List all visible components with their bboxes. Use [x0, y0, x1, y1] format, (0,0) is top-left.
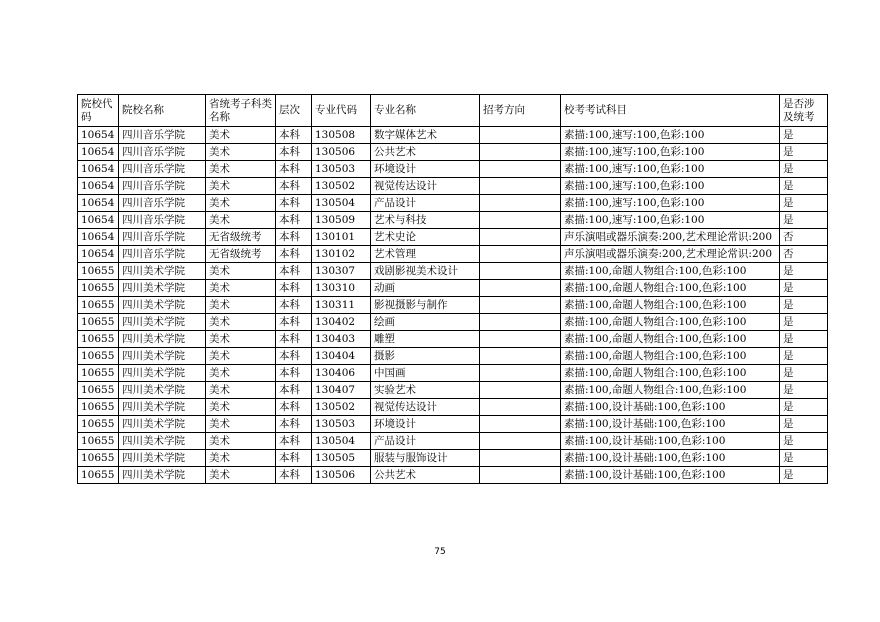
- cell-subcategory: 美术: [206, 127, 276, 144]
- cell-school-name: 四川美术学院: [119, 467, 206, 484]
- table-row: [78, 280, 828, 297]
- header-direction: 招考方向: [480, 95, 561, 127]
- cell-direction: [480, 127, 561, 144]
- cell-direction: [480, 382, 561, 399]
- cell-unified-exam: 是: [780, 144, 828, 161]
- cell-subcategory: 美术: [206, 433, 276, 450]
- cell-unified-exam: 是: [780, 212, 828, 229]
- cell-subcategory: 美术: [206, 297, 276, 314]
- cell-major-name: 实验艺术: [371, 382, 480, 399]
- cell-major-code: 130403: [312, 331, 371, 348]
- cell-exam-subjects: 素描:100,命题人物组合:100,色彩:100: [561, 365, 780, 382]
- cell-unified-exam: 是: [780, 382, 828, 399]
- cell-school-name: 四川美术学院: [119, 297, 206, 314]
- cell-direction: [480, 246, 561, 263]
- cell-school-name: 四川音乐学院: [119, 161, 206, 178]
- cell-major-name: 公共艺术: [371, 467, 480, 484]
- table-row: [78, 297, 828, 314]
- cell-exam-subjects: 素描:100,设计基础:100,色彩:100: [561, 399, 780, 416]
- cell-unified-exam: 是: [780, 450, 828, 467]
- cell-direction: [480, 314, 561, 331]
- table-row: [78, 246, 828, 263]
- cell-major-name: 动画: [371, 280, 480, 297]
- cell-school-code: 10655: [78, 467, 119, 484]
- cell-school-code: 10655: [78, 399, 119, 416]
- cell-major-code: 130503: [312, 416, 371, 433]
- cell-school-code: 10655: [78, 297, 119, 314]
- cell-direction: [480, 467, 561, 484]
- cell-level: 本科: [276, 331, 312, 348]
- cell-major-name: 产品设计: [371, 433, 480, 450]
- cell-major-name: 艺术管理: [371, 246, 480, 263]
- cell-major-code: 130506: [312, 467, 371, 484]
- cell-school-name: 四川音乐学院: [119, 127, 206, 144]
- cell-direction: [480, 399, 561, 416]
- cell-major-code: 130102: [312, 246, 371, 263]
- cell-major-name: 环境设计: [371, 416, 480, 433]
- cell-school-code: 10655: [78, 280, 119, 297]
- cell-unified-exam: 是: [780, 416, 828, 433]
- cell-unified-exam: 是: [780, 195, 828, 212]
- cell-subcategory: 美术: [206, 331, 276, 348]
- cell-level: 本科: [276, 212, 312, 229]
- cell-unified-exam: 是: [780, 280, 828, 297]
- cell-school-code: 10655: [78, 450, 119, 467]
- cell-major-name: 服装与服饰设计: [371, 450, 480, 467]
- cell-school-code: 10654: [78, 178, 119, 195]
- cell-level: 本科: [276, 280, 312, 297]
- cell-direction: [480, 433, 561, 450]
- cell-exam-subjects: 素描:100,设计基础:100,色彩:100: [561, 450, 780, 467]
- cell-subcategory: 美术: [206, 382, 276, 399]
- cell-major-name: 戏剧影视美术设计: [371, 263, 480, 280]
- cell-school-name: 四川美术学院: [119, 280, 206, 297]
- cell-school-name: 四川美术学院: [119, 382, 206, 399]
- cell-exam-subjects: 素描:100,命题人物组合:100,色彩:100: [561, 348, 780, 365]
- cell-exam-subjects: 素描:100,命题人物组合:100,色彩:100: [561, 382, 780, 399]
- cell-unified-exam: 是: [780, 297, 828, 314]
- cell-direction: [480, 263, 561, 280]
- cell-unified-exam: 否: [780, 246, 828, 263]
- cell-level: 本科: [276, 433, 312, 450]
- cell-subcategory: 美术: [206, 467, 276, 484]
- cell-major-code: 130505: [312, 450, 371, 467]
- cell-major-name: 摄影: [371, 348, 480, 365]
- cell-school-name: 四川音乐学院: [119, 246, 206, 263]
- cell-subcategory: 美术: [206, 212, 276, 229]
- header-subcategory: 省统考子科类名称: [206, 95, 276, 127]
- cell-subcategory: 美术: [206, 178, 276, 195]
- cell-direction: [480, 450, 561, 467]
- cell-subcategory: 美术: [206, 416, 276, 433]
- table-row: [78, 416, 828, 433]
- cell-school-code: 10654: [78, 161, 119, 178]
- cell-exam-subjects: 素描:100,速写:100,色彩:100: [561, 144, 780, 161]
- table-row: [78, 178, 828, 195]
- cell-school-name: 四川美术学院: [119, 331, 206, 348]
- cell-major-name: 环境设计: [371, 161, 480, 178]
- cell-exam-subjects: 素描:100,设计基础:100,色彩:100: [561, 416, 780, 433]
- cell-exam-subjects: 素描:100,速写:100,色彩:100: [561, 178, 780, 195]
- cell-school-name: 四川美术学院: [119, 450, 206, 467]
- cell-subcategory: 美术: [206, 280, 276, 297]
- cell-subcategory: 无省级统考: [206, 246, 276, 263]
- cell-direction: [480, 195, 561, 212]
- cell-school-name: 四川美术学院: [119, 263, 206, 280]
- cell-level: 本科: [276, 195, 312, 212]
- header-exam-subjects: 校考考试科目: [561, 95, 780, 127]
- cell-unified-exam: 是: [780, 263, 828, 280]
- cell-direction: [480, 331, 561, 348]
- cell-unified-exam: 是: [780, 433, 828, 450]
- table-row: [78, 450, 828, 467]
- table-row: [78, 127, 828, 144]
- cell-major-code: 130307: [312, 263, 371, 280]
- table-row: [78, 144, 828, 161]
- cell-school-name: 四川音乐学院: [119, 178, 206, 195]
- table-row: [78, 365, 828, 382]
- cell-major-name: 影视摄影与制作: [371, 297, 480, 314]
- cell-direction: [480, 365, 561, 382]
- cell-unified-exam: 是: [780, 399, 828, 416]
- table-row: [78, 229, 828, 246]
- cell-school-code: 10655: [78, 331, 119, 348]
- cell-major-code: 130504: [312, 433, 371, 450]
- cell-exam-subjects: 素描:100,设计基础:100,色彩:100: [561, 467, 780, 484]
- cell-direction: [480, 297, 561, 314]
- header-unified-exam: 是否涉及统考: [780, 95, 828, 127]
- cell-school-name: 四川音乐学院: [119, 212, 206, 229]
- cell-school-code: 10655: [78, 365, 119, 382]
- cell-school-code: 10655: [78, 348, 119, 365]
- table-row: [78, 212, 828, 229]
- cell-major-name: 数字媒体艺术: [371, 127, 480, 144]
- table-row: [78, 348, 828, 365]
- cell-exam-subjects: 素描:100,速写:100,色彩:100: [561, 212, 780, 229]
- cell-exam-subjects: 素描:100,设计基础:100,色彩:100: [561, 433, 780, 450]
- table-row: [78, 399, 828, 416]
- cell-level: 本科: [276, 365, 312, 382]
- cell-level: 本科: [276, 263, 312, 280]
- cell-major-code: 130406: [312, 365, 371, 382]
- cell-major-code: 130407: [312, 382, 371, 399]
- cell-direction: [480, 348, 561, 365]
- cell-exam-subjects: 素描:100,命题人物组合:100,色彩:100: [561, 331, 780, 348]
- cell-school-name: 四川美术学院: [119, 314, 206, 331]
- cell-level: 本科: [276, 382, 312, 399]
- cell-direction: [480, 144, 561, 161]
- cell-major-name: 公共艺术: [371, 144, 480, 161]
- cell-subcategory: 美术: [206, 348, 276, 365]
- cell-direction: [480, 178, 561, 195]
- cell-major-name: 视觉传达设计: [371, 178, 480, 195]
- cell-major-code: 130508: [312, 127, 371, 144]
- cell-level: 本科: [276, 348, 312, 365]
- cell-unified-exam: 是: [780, 127, 828, 144]
- cell-major-name: 产品设计: [371, 195, 480, 212]
- cell-major-code: 130402: [312, 314, 371, 331]
- cell-unified-exam: 是: [780, 467, 828, 484]
- cell-subcategory: 无省级统考: [206, 229, 276, 246]
- cell-subcategory: 美术: [206, 263, 276, 280]
- table-row: [78, 433, 828, 450]
- table-row: [78, 382, 828, 399]
- cell-exam-subjects: 素描:100,命题人物组合:100,色彩:100: [561, 280, 780, 297]
- cell-school-code: 10654: [78, 246, 119, 263]
- table-row: [78, 467, 828, 484]
- cell-exam-subjects: 素描:100,速写:100,色彩:100: [561, 195, 780, 212]
- cell-exam-subjects: 声乐演唱或器乐演奏:200,艺术理论常识:200: [561, 246, 780, 263]
- cell-direction: [480, 161, 561, 178]
- cell-major-name: 中国画: [371, 365, 480, 382]
- cell-level: 本科: [276, 246, 312, 263]
- cell-level: 本科: [276, 178, 312, 195]
- cell-major-code: 130504: [312, 195, 371, 212]
- cell-unified-exam: 是: [780, 161, 828, 178]
- cell-exam-subjects: 素描:100,速写:100,色彩:100: [561, 161, 780, 178]
- table-row: [78, 314, 828, 331]
- cell-major-code: 130502: [312, 178, 371, 195]
- cell-direction: [480, 212, 561, 229]
- table-row: [78, 331, 828, 348]
- cell-level: 本科: [276, 416, 312, 433]
- cell-major-code: 130502: [312, 399, 371, 416]
- cell-subcategory: 美术: [206, 195, 276, 212]
- cell-major-code: 130404: [312, 348, 371, 365]
- admissions-table: [77, 94, 828, 484]
- cell-major-code: 130506: [312, 144, 371, 161]
- cell-major-code: 130101: [312, 229, 371, 246]
- cell-direction: [480, 229, 561, 246]
- cell-school-code: 10655: [78, 263, 119, 280]
- cell-school-name: 四川音乐学院: [119, 144, 206, 161]
- cell-major-code: 130310: [312, 280, 371, 297]
- cell-school-name: 四川美术学院: [119, 399, 206, 416]
- cell-exam-subjects: 素描:100,命题人物组合:100,色彩:100: [561, 263, 780, 280]
- cell-school-code: 10655: [78, 382, 119, 399]
- cell-school-name: 四川美术学院: [119, 416, 206, 433]
- cell-school-name: 四川美术学院: [119, 433, 206, 450]
- cell-school-code: 10654: [78, 195, 119, 212]
- cell-major-name: 雕塑: [371, 331, 480, 348]
- cell-school-name: 四川美术学院: [119, 365, 206, 382]
- cell-unified-exam: 是: [780, 365, 828, 382]
- cell-direction: [480, 280, 561, 297]
- cell-level: 本科: [276, 161, 312, 178]
- header-level: 层次: [276, 95, 312, 127]
- cell-school-code: 10655: [78, 433, 119, 450]
- table-row: [78, 161, 828, 178]
- cell-exam-subjects: 素描:100,命题人物组合:100,色彩:100: [561, 297, 780, 314]
- cell-major-name: 艺术史论: [371, 229, 480, 246]
- table-body: [78, 127, 828, 484]
- cell-subcategory: 美术: [206, 399, 276, 416]
- cell-subcategory: 美术: [206, 314, 276, 331]
- cell-level: 本科: [276, 467, 312, 484]
- table-header-row: [78, 95, 828, 127]
- cell-exam-subjects: 声乐演唱或器乐演奏:200,艺术理论常识:200: [561, 229, 780, 246]
- header-school-name: 院校名称: [119, 95, 206, 127]
- cell-major-code: 130311: [312, 297, 371, 314]
- cell-level: 本科: [276, 450, 312, 467]
- cell-major-name: 视觉传达设计: [371, 399, 480, 416]
- header-major-code: 专业代码: [312, 95, 371, 127]
- header-major-name: 专业名称: [371, 95, 480, 127]
- cell-major-name: 绘画: [371, 314, 480, 331]
- cell-school-code: 10655: [78, 314, 119, 331]
- cell-subcategory: 美术: [206, 161, 276, 178]
- cell-level: 本科: [276, 297, 312, 314]
- cell-exam-subjects: 素描:100,速写:100,色彩:100: [561, 127, 780, 144]
- cell-school-name: 四川音乐学院: [119, 229, 206, 246]
- cell-unified-exam: 否: [780, 229, 828, 246]
- header-school-code: 院校代码: [78, 95, 119, 127]
- cell-unified-exam: 是: [780, 331, 828, 348]
- cell-unified-exam: 是: [780, 178, 828, 195]
- cell-level: 本科: [276, 127, 312, 144]
- cell-subcategory: 美术: [206, 144, 276, 161]
- table-row: [78, 195, 828, 212]
- cell-direction: [480, 416, 561, 433]
- cell-school-code: 10654: [78, 127, 119, 144]
- page-number: 75: [434, 547, 446, 557]
- cell-unified-exam: 是: [780, 348, 828, 365]
- cell-subcategory: 美术: [206, 450, 276, 467]
- cell-school-name: 四川美术学院: [119, 348, 206, 365]
- cell-subcategory: 美术: [206, 365, 276, 382]
- cell-level: 本科: [276, 314, 312, 331]
- cell-major-name: 艺术与科技: [371, 212, 480, 229]
- cell-level: 本科: [276, 144, 312, 161]
- table-row: [78, 263, 828, 280]
- cell-school-name: 四川音乐学院: [119, 195, 206, 212]
- cell-major-code: 130509: [312, 212, 371, 229]
- cell-unified-exam: 是: [780, 314, 828, 331]
- cell-school-code: 10654: [78, 144, 119, 161]
- cell-level: 本科: [276, 399, 312, 416]
- cell-exam-subjects: 素描:100,命题人物组合:100,色彩:100: [561, 314, 780, 331]
- cell-school-code: 10655: [78, 416, 119, 433]
- cell-level: 本科: [276, 229, 312, 246]
- cell-school-code: 10654: [78, 229, 119, 246]
- cell-school-code: 10654: [78, 212, 119, 229]
- cell-major-code: 130503: [312, 161, 371, 178]
